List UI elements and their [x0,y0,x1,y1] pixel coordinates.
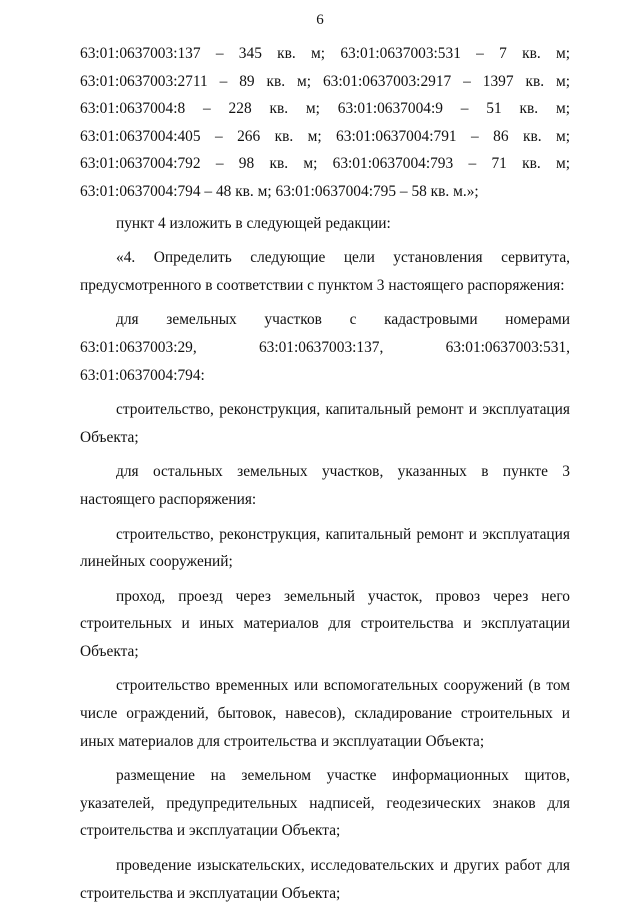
paragraph-passage: проход, проезд через земельный участок, провоз через него строительных и иных материалов для строительства и эксплуатации Объекта; [80,587,570,660]
cadastral-list [80,40,570,206]
paragraph-purpose-object: строительство, реконструкция, капитальный ремонт и эксплуатация Объекта; [80,401,570,446]
page-number: 6 [316,12,324,28]
cadastral-line: 63:01:0637004:794 – 48 кв. м; 63:01:0637004:795 – 58 кв. м.»; [80,182,479,200]
cadastral-line: 63:01:0637003:2711 – 89 кв. м; 63:01:0637003:2917 – 1397 кв. м; [80,72,570,90]
cadastral-line: 63:01:0637004:8 – 228 кв. м; 63:01:0637004:9 – 51 кв. м; [80,100,570,118]
paragraph-point-4-intro: «4. Определить следующие цели установления сервитута, предусмотренного в соответствии с пунктом 3 настоящего распоряжения: [80,249,570,294]
paragraph-other-plots: для остальных земельных участков, указанных в пункте 3 настоящего распоряжения: [80,463,570,508]
paragraph-amend-point-4: пункт 4 изложить в следующей редакции: [116,214,391,232]
cadastral-line: 63:01:0637003:137 – 345 кв. м; 63:01:0637003:531 – 7 кв. м; [80,45,570,62]
paragraph-information-signs: размещение на земельном участке информационных щитов, указателей, предупредительных надписей, геодезических знаков для строительства и эксплуатации Объекта; [80,767,570,840]
cadastral-line: 63:01:0637004:792 – 98 кв. м; 63:01:0637004:793 – 71 кв. м; [80,155,570,173]
paragraph-survey-works: проведение изыскательских, исследовательских и других работ для строительства и эксплуатации Объекта; [80,857,570,902]
paragraph-purpose-linear: строительство, реконструкция, капитальный ремонт и эксплуатация линейных сооружений; [80,525,570,571]
document-body [80,40,570,907]
paragraph-land-plots-list: для земельных участков с кадастровыми номерами 63:01:0637003:29, 63:01:0637003:137, 63:01:0637003:531, 63:01:0637004:794: [80,311,570,384]
cadastral-line: 63:01:0637004:405 – 266 кв. м; 63:01:0637004:791 – 86 кв. м; [80,127,570,145]
paragraph-temporary-structures: строительство временных или вспомогательных сооружений (в том числе ограждений, бытовок, навесов), складирование строительных и иных материалов для строительства и эксплуатации Объекта; [80,677,570,750]
